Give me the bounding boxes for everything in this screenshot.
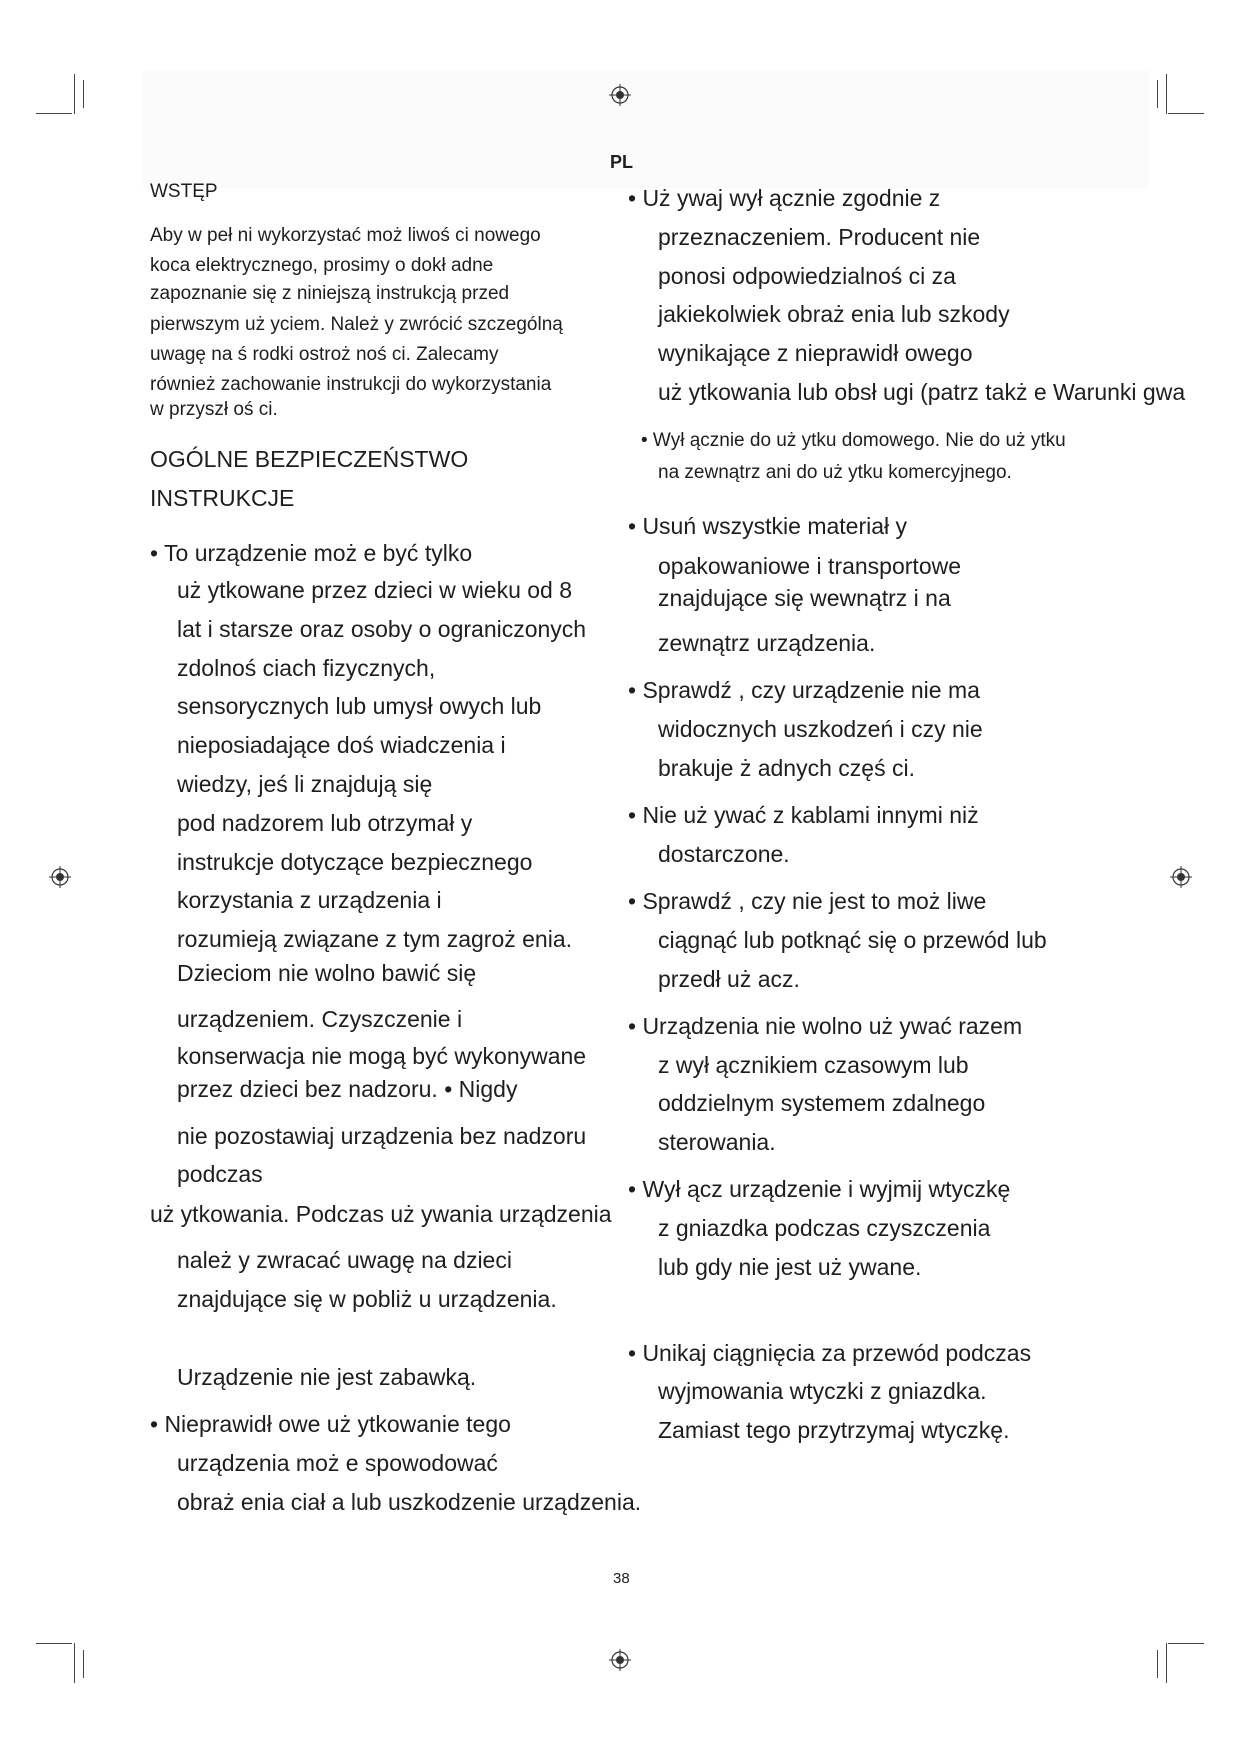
crop-mark-bottom-left-h xyxy=(36,1643,72,1644)
body-line: • Unikaj ciągnięcia za przewód podczas xyxy=(628,1340,1032,1366)
body-line: lat i starsze oraz osoby o ograniczonych xyxy=(177,616,587,642)
body-line: • Urządzenia nie wolno uż ywać razem xyxy=(628,1013,1023,1039)
body-line: lub gdy nie jest uż ywane. xyxy=(658,1254,922,1280)
header-band xyxy=(143,70,1149,188)
body-line: dostarczone. xyxy=(658,841,790,867)
crop-mark-bottom-left-v2 xyxy=(83,1650,84,1678)
body-line: na zewnątrz ani do uż ytku komercyjnego. xyxy=(658,462,1012,483)
body-line: z gniazdka podczas czyszczenia xyxy=(658,1215,991,1241)
body-line: znajdujące się w pobliż u urządzenia. xyxy=(177,1286,557,1312)
intro-line: pierwszym uż yciem. Należ y zwrócić szczególną xyxy=(150,314,563,335)
body-line: widocznych uszkodzeń i czy nie xyxy=(658,716,983,742)
registration-target-icon xyxy=(1170,866,1192,888)
body-line: podczas xyxy=(177,1161,263,1187)
crop-mark-top-right-v1 xyxy=(1166,74,1167,114)
registration-target-icon xyxy=(609,84,631,106)
body-line: • Wył ącz urządzenie i wyjmij wtyczkę xyxy=(628,1176,1011,1202)
intro-heading: WSTĘP xyxy=(150,181,218,202)
intro-line: w przyszł oś ci. xyxy=(150,399,278,420)
crop-mark-top-right-v2 xyxy=(1157,80,1158,108)
body-line: jakiekolwiek obraż enia lub szkody xyxy=(658,301,1010,327)
body-line: wiedzy, jeś li znajdują się xyxy=(177,771,433,797)
body-line: nie pozostawiaj urządzenia bez nadzoru xyxy=(177,1123,587,1149)
body-line: wyjmowania wtyczki z gniazdka. xyxy=(658,1378,987,1404)
intro-line: zapoznanie się z niniejszą instrukcją przed xyxy=(150,283,510,304)
body-line: • Sprawdź , czy urządzenie nie ma xyxy=(628,677,980,703)
crop-mark-bottom-left-v1 xyxy=(74,1643,75,1683)
body-line: przez dzieci bez nadzoru. • Nigdy xyxy=(177,1076,518,1102)
body-line: Zamiast tego przytrzymaj wtyczkę. xyxy=(658,1417,1010,1443)
body-line: instrukcje dotyczące bezpiecznego xyxy=(177,849,533,875)
body-line: wynikające z nieprawidł owego xyxy=(658,340,973,366)
body-line: przeznaczeniem. Producent nie xyxy=(658,224,981,250)
crop-mark-bottom-right-v2 xyxy=(1157,1650,1158,1678)
body-line: • Wył ącznie do uż ytku domowego. Nie do uż ytku xyxy=(641,430,1066,451)
language-code: PL xyxy=(610,152,634,172)
body-line: opakowaniowe i transportowe xyxy=(658,553,962,579)
intro-line: Aby w peł ni wykorzystać moż liwoś ci nowego xyxy=(150,225,541,246)
registration-target-icon xyxy=(49,866,71,888)
body-line: zdolnoś ciach fizycznych, xyxy=(177,655,436,681)
body-line: przedł uż acz. xyxy=(658,966,800,992)
body-line: pod nadzorem lub otrzymał y xyxy=(177,810,473,836)
body-line: zewnątrz urządzenia. xyxy=(658,630,876,656)
body-line: • Sprawdź , czy nie jest to moż liwe xyxy=(628,888,987,914)
body-line: rozumieją związane z tym zagroż enia. xyxy=(177,926,572,952)
body-line: nieposiadające doś wiadczenia i xyxy=(177,732,506,758)
body-line: uż ytkowania. Podczas uż ywania urządzenia xyxy=(150,1201,612,1227)
body-line: uż ytkowane przez dzieci w wieku od 8 xyxy=(177,577,573,603)
body-line: • Nie uż ywać z kablami innymi niż xyxy=(628,802,979,828)
safety-heading: OGÓLNE BEZPIECZEŃSTWO xyxy=(150,446,469,472)
body-line: korzystania z urządzenia i xyxy=(177,887,442,913)
body-line: uż ytkowania lub obsł ugi (patrz takż e Warunki gwa xyxy=(658,379,1186,405)
crop-mark-top-left-h xyxy=(36,113,72,114)
body-line: z wył ącznikiem czasowym lub xyxy=(658,1052,969,1078)
intro-line: uwagę na ś rodki ostroż noś ci. Zalecamy xyxy=(150,344,499,365)
body-line: znajdujące się wewnątrz i na xyxy=(658,585,951,611)
body-line: ciągnąć lub potknąć się o przewód lub xyxy=(658,927,1047,953)
body-line: obraż enia ciał a lub uszkodzenie urządzenia. xyxy=(177,1489,642,1515)
body-line: • To urządzenie moż e być tylko xyxy=(150,540,473,566)
body-line: brakuje ż adnych częś ci. xyxy=(658,755,915,781)
body-line: Urządzenie nie jest zabawką. xyxy=(177,1364,477,1390)
intro-line: koca elektrycznego, prosimy o dokł adne xyxy=(150,255,494,276)
crop-mark-top-left-v2 xyxy=(83,80,84,108)
crop-mark-top-left-v1 xyxy=(74,74,75,114)
body-line: oddzielnym systemem zdalnego xyxy=(658,1090,986,1116)
crop-mark-bottom-right-h xyxy=(1168,1643,1204,1644)
body-line: konserwacja nie mogą być wykonywane xyxy=(177,1043,587,1069)
registration-target-icon xyxy=(609,1649,631,1671)
safety-heading-cont: INSTRUKCJE xyxy=(150,485,295,511)
body-line: ponosi odpowiedzialnoś ci za xyxy=(658,263,956,289)
intro-line: również zachowanie instrukcji do wykorzystania xyxy=(150,374,552,395)
body-line: • Uż ywaj wył ącznie zgodnie z xyxy=(628,185,941,211)
body-line: należ y zwracać uwagę na dzieci xyxy=(177,1247,512,1273)
body-line: • Usuń wszystkie materiał y xyxy=(628,513,908,539)
body-line: urządzeniem. Czyszczenie i xyxy=(177,1006,463,1032)
crop-mark-bottom-right-v1 xyxy=(1166,1643,1167,1683)
page-number: 38 xyxy=(613,1570,630,1587)
body-line: urządzenia moż e spowodować xyxy=(177,1450,498,1476)
body-line: Dzieciom nie wolno bawić się xyxy=(177,960,477,986)
body-line: • Nieprawidł owe uż ytkowanie tego xyxy=(150,1411,511,1437)
body-line: sensorycznych lub umysł owych lub xyxy=(177,693,542,719)
crop-mark-top-right-h xyxy=(1168,113,1204,114)
body-line: sterowania. xyxy=(658,1129,776,1155)
